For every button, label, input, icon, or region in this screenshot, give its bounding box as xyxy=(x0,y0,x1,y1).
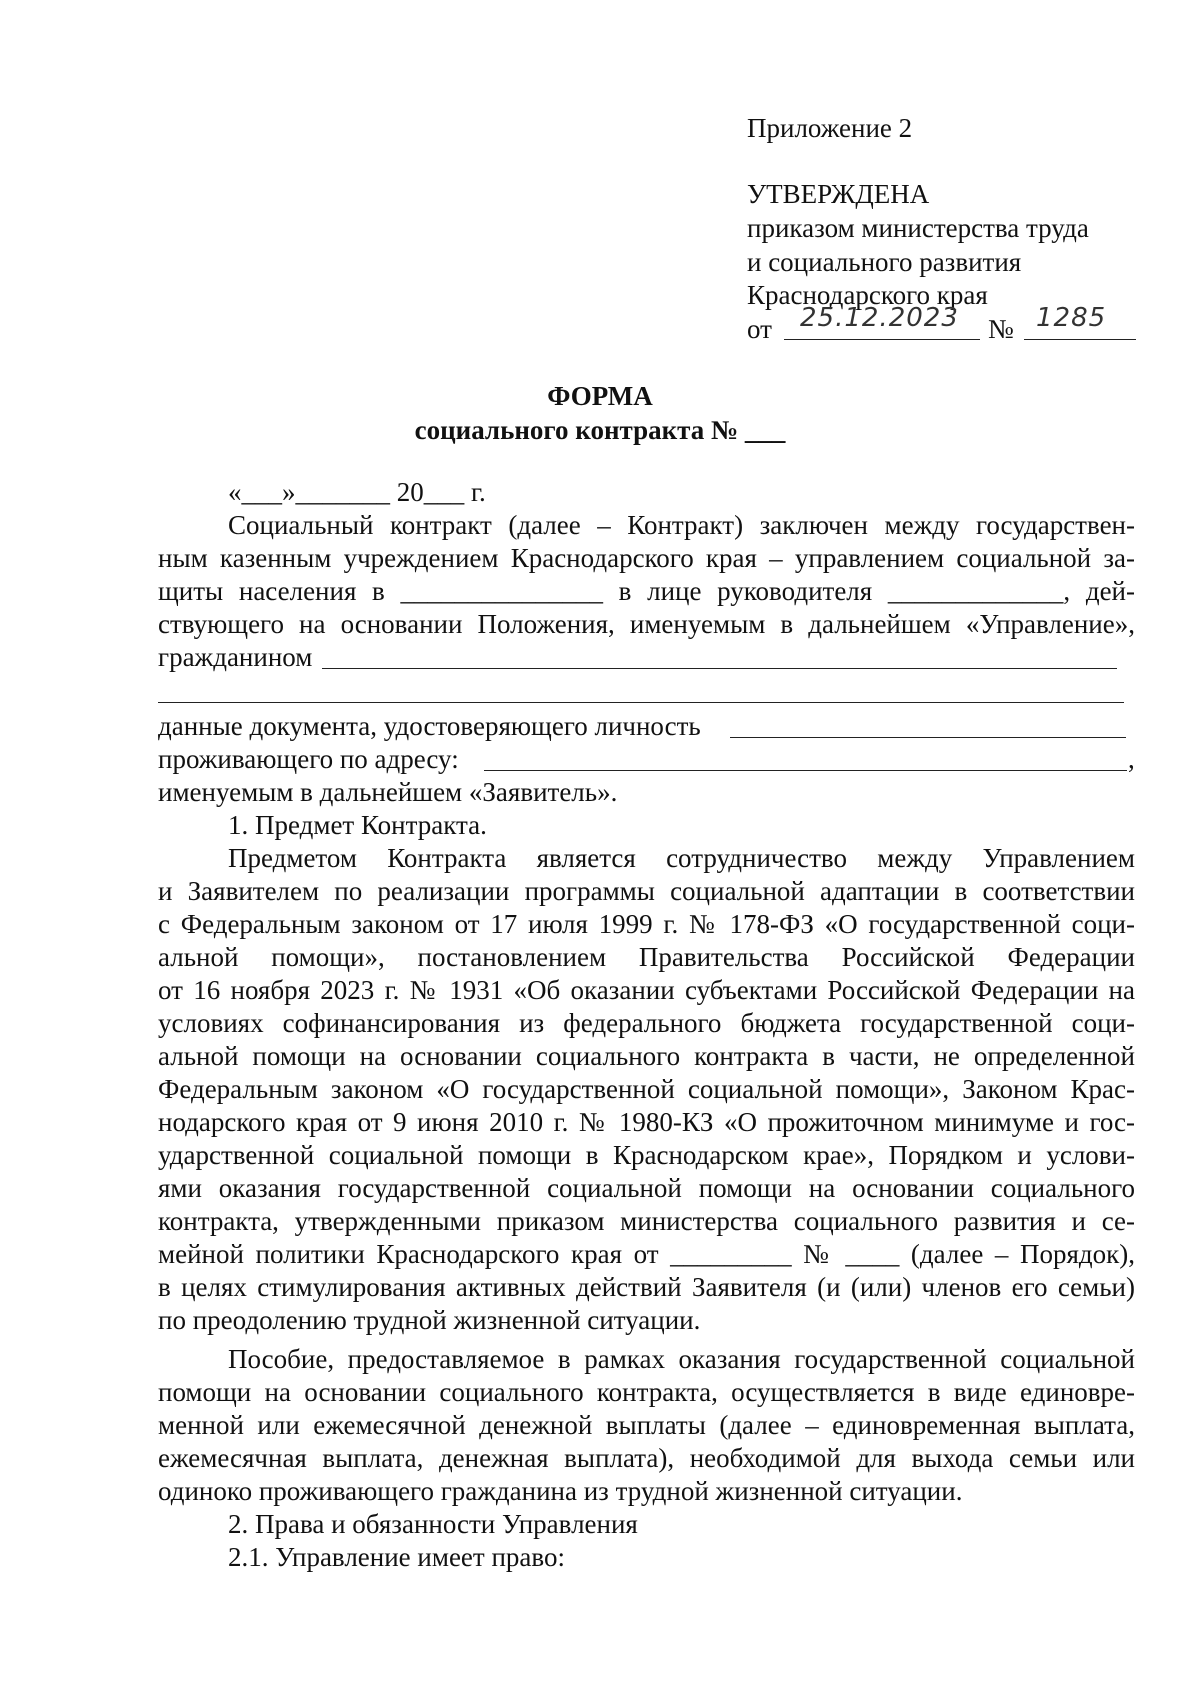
address-comma: , xyxy=(1128,744,1135,774)
section-1-para-1-line-1: Предметом Контракта является сотрудничество между Управлением xyxy=(228,843,1135,873)
section-2-1-title: 2.1. Управление имеет право: xyxy=(228,1542,565,1572)
order-date-handwritten: 25.12.2023 xyxy=(800,303,959,333)
id-document-field xyxy=(730,737,1126,738)
section-1-para-1-line-5: от 16 ноября 2023 г. № 1931 «Об оказании субъектами Российской Федерации на xyxy=(158,975,1135,1005)
section-1-para-1-line-6: условиях софинансирования из федерального бюджета государственной соци- xyxy=(158,1008,1135,1038)
section-2-title: 2. Права и обязанности Управления xyxy=(228,1509,638,1539)
order-date-prefix: от xyxy=(747,314,772,344)
order-date-underline xyxy=(784,339,980,340)
preamble-line-2: ным казенным учреждением Краснодарского края – управлением социальной за- xyxy=(158,543,1135,573)
section-1-para-2-line-1: Пособие, предоставляемое в рамках оказания государственной социальной xyxy=(228,1344,1135,1374)
address-field xyxy=(484,770,1127,771)
approved-by-line-2: и социального развития xyxy=(747,247,1022,277)
section-1-para-1-line-7: альной помощи на основании социального контракта в части, не определенной xyxy=(158,1041,1135,1071)
applicant-line: именуемым в дальнейшем «Заявитель». xyxy=(158,777,618,807)
section-1-para-2-line-5: одиноко проживающего гражданина из трудной жизненной ситуации. xyxy=(158,1476,963,1506)
order-number-label: № xyxy=(988,314,1014,344)
contract-date-line: «___»_______ 20___ г. xyxy=(228,477,486,507)
section-1-para-1-line-11: ями оказания государственной социальной помощи на основании социального xyxy=(158,1173,1135,1203)
section-1-para-1-line-2: и Заявителем по реализации программы социальной адаптации в соответствии xyxy=(158,876,1135,906)
citizen-name-continuation-field xyxy=(158,702,1124,703)
section-1-para-1-line-9: нодарского края от 9 июня 2010 г. № 1980-КЗ «О прожиточном минимуме и гос- xyxy=(158,1107,1135,1137)
appendix-label: Приложение 2 xyxy=(747,113,913,143)
approved-by-line-1: приказом министерства труда xyxy=(747,213,1089,243)
id-document-label: данные документа, удостоверяющего личность xyxy=(158,711,701,741)
section-1-para-2-line-3: менной или ежемесячной денежной выплаты (далее – единовременная выплата, xyxy=(158,1410,1135,1440)
approved-by-line-3: Краснодарского края xyxy=(747,280,988,310)
section-1-para-1-line-15: по преодолению трудной жизненной ситуации. xyxy=(158,1305,701,1335)
preamble-line-3: щиты населения в _______________ в лице руководителя _____________, дей- xyxy=(158,576,1135,606)
contract-title: социального контракта № ___ xyxy=(414,415,786,445)
section-1-title: 1. Предмет Контракта. xyxy=(228,810,487,840)
order-number-underline xyxy=(1024,339,1136,340)
section-1-para-2-line-2: помощи на основании социального контракта, осуществляется в виде единовре- xyxy=(158,1377,1135,1407)
order-number-handwritten: 1285 xyxy=(1036,303,1107,333)
section-1-para-1-line-8: Федеральным законом «О государственной социальной помощи», Законом Крас- xyxy=(158,1074,1135,1104)
address-label: проживающего по адресу: xyxy=(158,744,459,774)
section-1-para-1-line-10: ударственной социальной помощи в Краснодарском крае», Порядком и услови- xyxy=(158,1140,1135,1170)
section-1-para-2-line-4: ежемесячная выплата, денежная выплата), необходимой для выхода семьи или xyxy=(158,1443,1135,1473)
citizen-label: гражданином xyxy=(158,642,313,672)
preamble-line-4: ствующего на основании Положения, именуемым в дальнейшем «Управление», xyxy=(158,609,1135,639)
approved-label: УТВЕРЖДЕНА xyxy=(747,179,930,209)
section-1-para-1-line-13: мейной политики Краснодарского края от _________ № ____ (далее – Порядок), xyxy=(158,1239,1135,1269)
preamble-line-1: Социальный контракт (далее – Контракт) заключен между государствен- xyxy=(228,510,1135,540)
form-title: ФОРМА xyxy=(547,381,653,411)
section-1-para-1-line-3: с Федеральным законом от 17 июля 1999 г. № 178-ФЗ «О государственной соци- xyxy=(158,909,1135,939)
section-1-para-1-line-12: контракта, утвержденными приказом министерства социального развития и се- xyxy=(158,1206,1135,1236)
section-1-para-1-line-14: в целях стимулирования активных действий Заявителя (и (или) членов его семьи) xyxy=(158,1272,1135,1302)
citizen-name-field xyxy=(322,668,1117,669)
section-1-para-1-line-4: альной помощи», постановлением Правительства Российской Федерации xyxy=(158,942,1135,972)
